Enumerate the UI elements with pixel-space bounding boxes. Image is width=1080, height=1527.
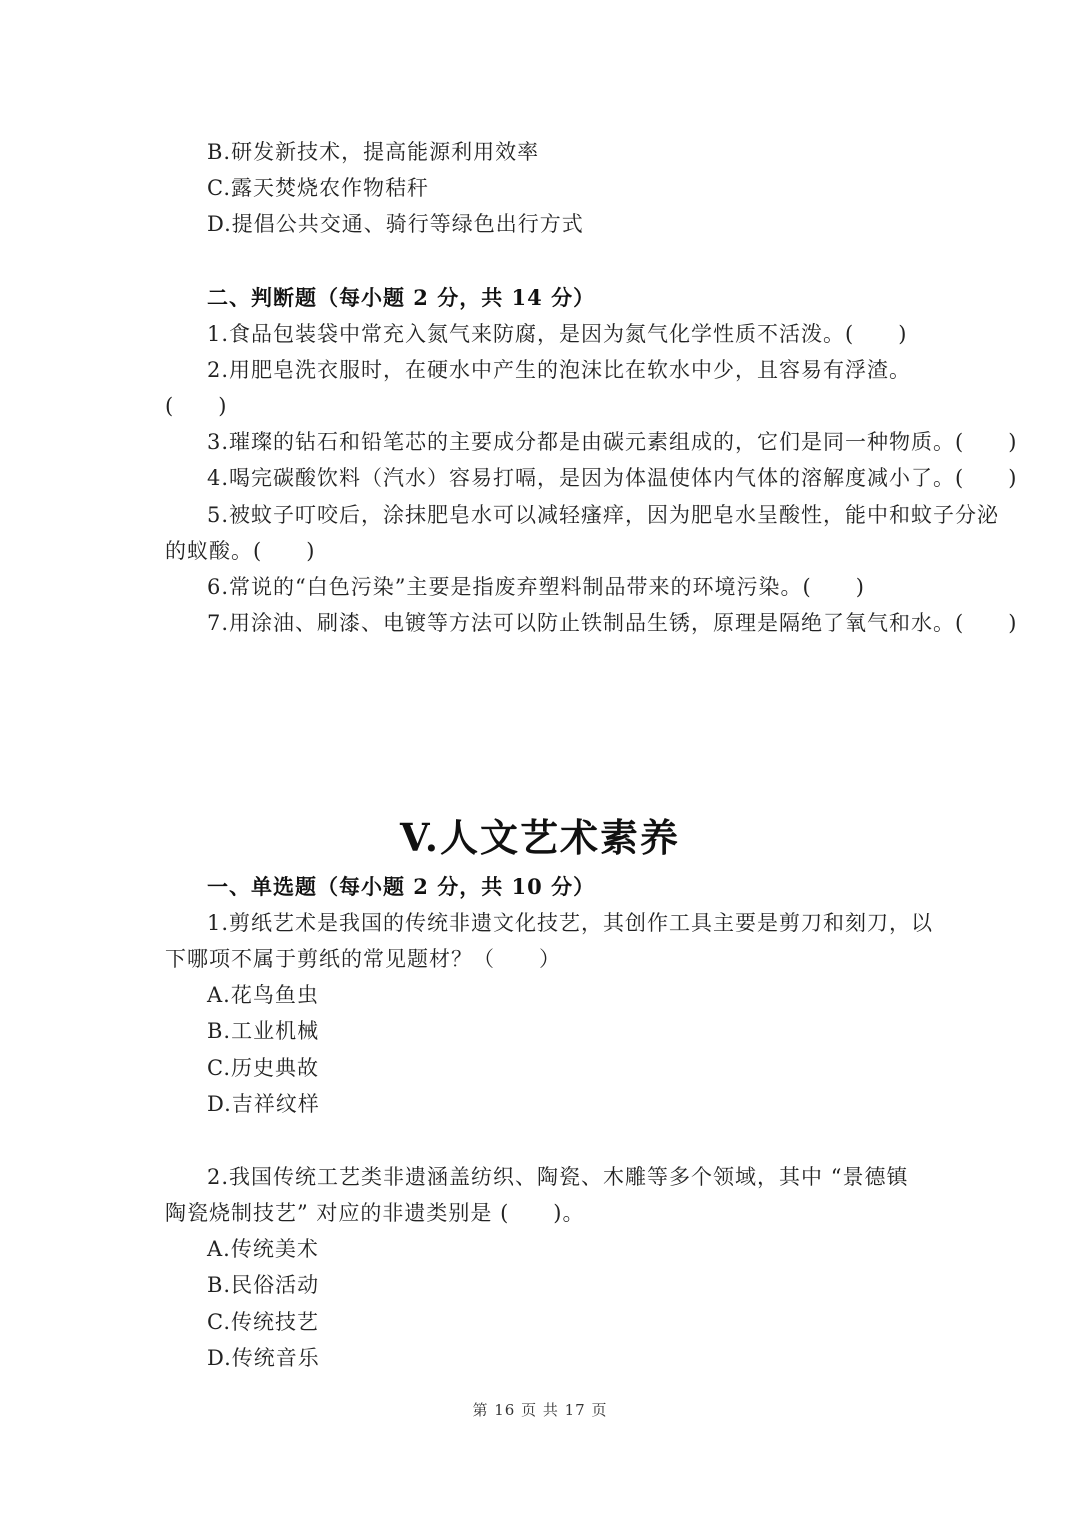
question-1-line-1: 1.剪纸艺术是我国的传统非遗文化技艺，其创作工具主要是剪刀和刻刀，以 [207,911,934,935]
page-number-footer: 第 16 页 共 17 页 [472,1401,608,1419]
question-2-option-d: D.传统音乐 [207,1346,320,1370]
prev-option-b: B.研发新技术，提高能源利用效率 [207,140,540,164]
judgment-item-2: 2.用肥皂洗衣服时，在硬水中产生的泡沫比在软水中少，且容易有浮渣。 [207,358,912,382]
judgment-item-5: 5.被蚊子叮咬后，涂抹肥皂水可以减轻瘙痒，因为肥皂水呈酸性，能中和蚊子分泌 [207,503,1000,527]
judgment-item-3: 3.璀璨的钻石和铅笔芯的主要成分都是由碳元素组成的，它们是同一种物质。( ) [207,430,1018,454]
question-2-option-c: C.传统技艺 [207,1310,319,1334]
judgment-item-7: 7.用涂油、刷漆、电镀等方法可以防止铁制品生锈，原理是隔绝了氧气和水。( ) [207,611,1018,635]
judgment-item-4: 4.喝完碳酸饮料（汽水）容易打嗝，是因为体温使体内气体的溶解度减小了。( ) [207,466,1018,490]
judgment-item-2-cont: ( ) [165,394,228,418]
question-1-option-a: A.花鸟鱼虫 [207,983,319,1007]
prev-option-c: C.露天焚烧农作物秸秆 [207,176,429,200]
question-1-line-2: 下哪项不属于剪纸的常见题材？（ ） [165,947,561,971]
judgment-item-6: 6.常说的“白色污染”主要是指废弃塑料制品带来的环境污染。( ) [207,575,865,599]
section-title: V.人文艺术素养 [399,815,681,860]
single-choice-heading: 一、单选题（每小题 2 分，共 10 分） [207,874,596,899]
prev-option-d: D.提倡公共交通、骑行等绿色出行方式 [207,212,584,236]
question-1-option-c: C.历史典故 [207,1056,319,1080]
judgment-item-5-cont: 的蚁酸。( ) [165,539,316,563]
question-2-option-a: A.传统美术 [207,1237,319,1261]
question-2-option-b: B.民俗活动 [207,1273,320,1297]
question-1-option-b: B.工业机械 [207,1019,320,1043]
judgment-heading: 二、判断题（每小题 2 分，共 14 分） [207,285,596,310]
question-1-option-d: D.吉祥纹样 [207,1092,320,1116]
question-2-line-1: 2.我国传统工艺类非遗涵盖纺织、陶瓷、木雕等多个领域，其中 “景德镇 [207,1165,909,1189]
question-2-line-2: 陶瓷烧制技艺” 对应的非遗类别是 ( )。 [165,1201,585,1225]
judgment-item-1: 1.食品包装袋中常充入氮气来防腐，是因为氮气化学性质不活泼。( ) [207,322,908,346]
